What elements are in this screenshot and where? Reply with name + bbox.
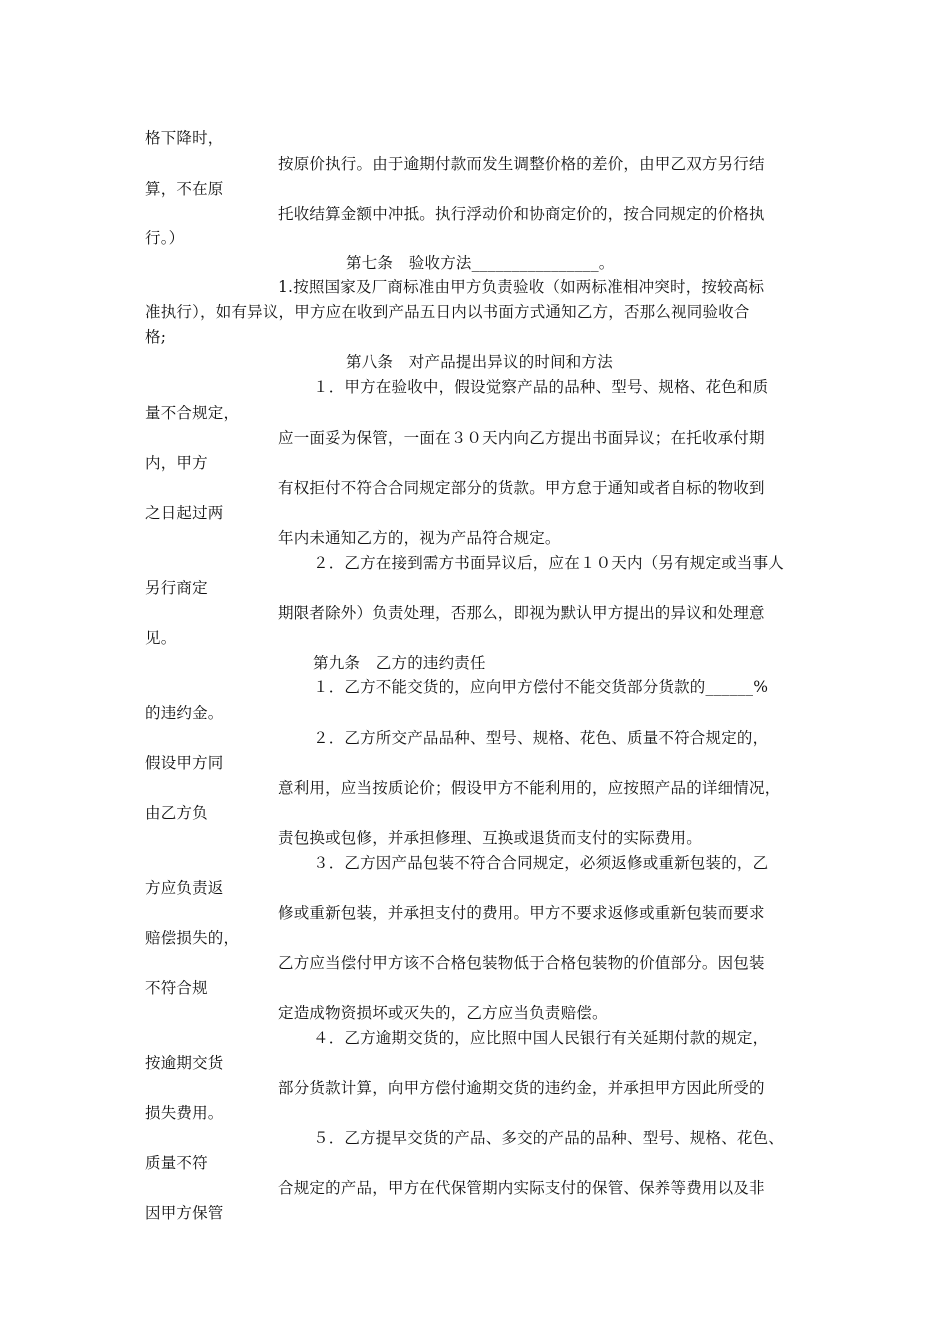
text-line: 之日起过两 bbox=[145, 504, 224, 522]
text-line: ３．乙方因产品包装不符合合同规定，必须返修或重新包装的，乙 bbox=[313, 854, 769, 872]
text-line: 部分货款计算，向甲方偿付逾期交货的违约金，并承担甲方因此所受的 bbox=[278, 1079, 765, 1097]
text-line: 按逾期交货 bbox=[145, 1054, 224, 1072]
text-line: 按原价执行。由于逾期付款而发生调整价格的差价，由甲乙双方另行结 bbox=[278, 155, 765, 173]
text-line: 格下降时， bbox=[145, 129, 224, 147]
text-line: 意利用，应当按质论价；假设甲方不能利用的，应按照产品的详细情况， bbox=[278, 779, 781, 797]
text-line: 行。） bbox=[145, 229, 185, 247]
text-line: 责包换或包修，并承担修理、互换或退货而支付的实际费用。 bbox=[278, 829, 702, 847]
text-line: 格; bbox=[145, 328, 167, 346]
text-line: ５．乙方提早交货的产品、多交的产品的品种、型号、规格、花色、 bbox=[313, 1129, 785, 1147]
text-line: 由乙方负 bbox=[145, 804, 208, 822]
text-line: 应一面妥为保管，一面在３０天内向乙方提出书面异议；在托收承付期 bbox=[278, 429, 765, 447]
text-line: １．甲方在验收中，假设觉察产品的品种、型号、规格、花色和质 bbox=[313, 378, 769, 396]
text-line: 修或重新包装，并承担支付的费用。甲方不要求返修或重新包装而要求 bbox=[278, 904, 765, 922]
text-line: 量不合规定， bbox=[145, 404, 240, 422]
text-line: 因甲方保管 bbox=[145, 1204, 224, 1222]
article-heading: 第八条 对产品提出异议的时间和方法 bbox=[346, 353, 613, 371]
text-line: ４．乙方逾期交货的，应比照中国人民银行有关延期付款的规定， bbox=[313, 1029, 769, 1047]
text-line: 不符合规 bbox=[145, 979, 208, 997]
text-line: 准执行），如有异议，甲方应在收到产品五日内以书面方式通知乙方，否那么视同验收合 bbox=[145, 303, 750, 321]
article-heading: 第七条 验收方法________________。 bbox=[346, 254, 615, 272]
text-line: 托收结算金额中冲抵。执行浮动价和协商定价的，按合同规定的价格执 bbox=[278, 205, 765, 223]
text-line: 期限者除外）负责处理，否那么，即视为默认甲方提出的异议和处理意 bbox=[278, 604, 765, 622]
text-line: 算，不在原 bbox=[145, 180, 224, 198]
text-line: 内，甲方 bbox=[145, 454, 208, 472]
text-line: 损失费用。 bbox=[145, 1104, 224, 1122]
text-line: 质量不符 bbox=[145, 1154, 208, 1172]
text-line: 定造成物资损坏或灭失的，乙方应当负责赔偿。 bbox=[278, 1004, 608, 1022]
text-line: ２．乙方所交产品品种、型号、规格、花色、质量不符合规定的， bbox=[313, 729, 769, 747]
text-line: 乙方应当偿付甲方该不合格包装物低于合格包装物的价值部分。因包装 bbox=[278, 954, 765, 972]
text-line: 1.按照国家及厂商标准由甲方负责验收（如两标准相冲突时，按较高标 bbox=[278, 278, 765, 296]
text-line: 假设甲方同 bbox=[145, 754, 224, 772]
text-line: 合规定的产品，甲方在代保管期内实际支付的保管、保养等费用以及非 bbox=[278, 1179, 765, 1197]
article-heading: 第九条 乙方的违约责任 bbox=[313, 654, 486, 672]
text-line: 有权拒付不符合合同规定部分的货款。甲方怠于通知或者自标的物收到 bbox=[278, 479, 765, 497]
text-line: １．乙方不能交货的，应向甲方偿付不能交货部分货款的______% bbox=[313, 678, 769, 696]
text-line: 另行商定 bbox=[145, 579, 208, 597]
text-line: 的违约金。 bbox=[145, 704, 224, 722]
text-line: 见。 bbox=[145, 629, 177, 647]
text-line: 年内未通知乙方的，视为产品符合规定。 bbox=[278, 529, 561, 547]
text-line: 赔偿损失的， bbox=[145, 929, 240, 947]
text-line: 方应负责返 bbox=[145, 879, 224, 897]
text-line: ２．乙方在接到需方书面异议后，应在１０天内（另有规定或当事人 bbox=[313, 554, 785, 572]
